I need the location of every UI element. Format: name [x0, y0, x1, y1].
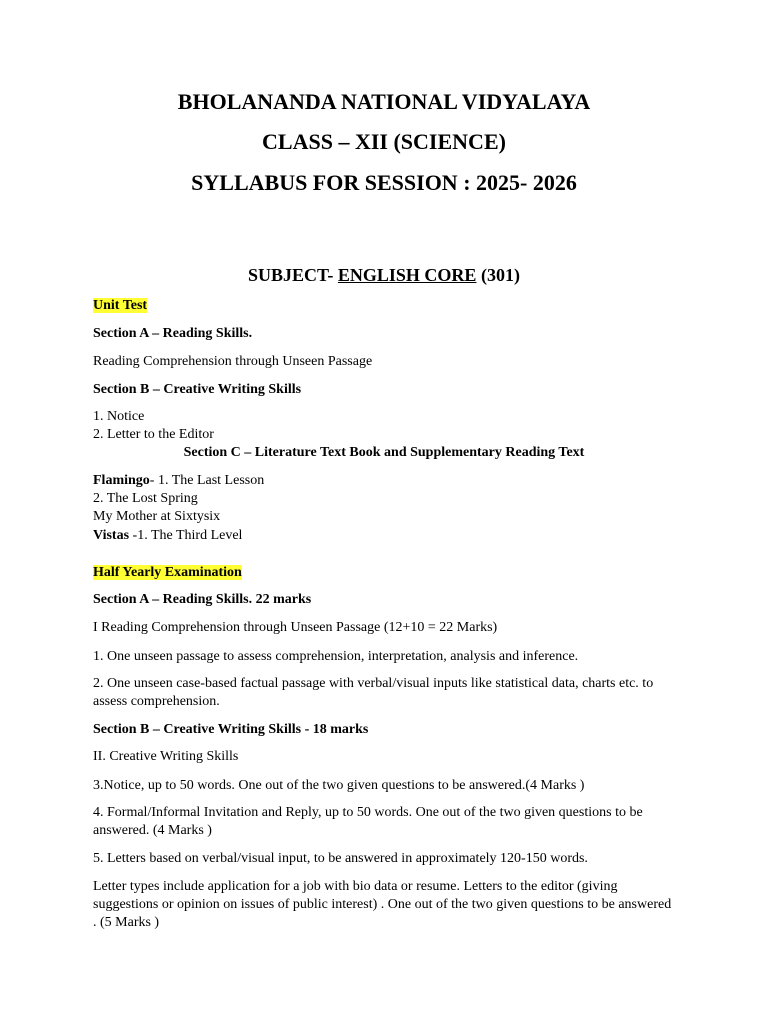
half-yearly-section-a: Section A – Reading Skills. 22 marks: [93, 592, 312, 607]
writing-item-5: 5. Letters based on verbal/visual input, to be answered in approximately 120-150 words.: [93, 851, 588, 866]
flamingo-first-item: - 1. The Last Lesson: [149, 473, 265, 488]
vistas-label: Vistas: [93, 528, 130, 543]
vistas-first-item: -1. The Third Level: [129, 528, 243, 543]
flamingo-line: [93, 472, 264, 490]
reading-item-2: 2. One unseen case-based factual passage with verbal/visual inputs like statistical data, charts etc. to assess comprehension.: [93, 676, 654, 709]
unit-test-section-b: Section B – Creative Writing Skills: [93, 382, 302, 397]
flamingo-item: My Mother at Sixtysix: [93, 509, 221, 524]
unit-test-heading-row: [93, 297, 147, 315]
subject-code: (301): [476, 265, 520, 285]
subject-name: ENGLISH CORE: [337, 265, 477, 285]
half-yearly-heading-row: [93, 564, 242, 582]
reading-intro: I Reading Comprehension through Unseen Passage (12+10 = 22 Marks): [93, 620, 498, 635]
writing-intro: II. Creative Writing Skills: [93, 749, 239, 764]
writing-item-3: 3.Notice, up to 50 words. One out of the two given questions to be answered.(4 Marks ): [93, 778, 585, 793]
vistas-line: [93, 527, 242, 545]
flamingo-label: Flamingo: [93, 473, 150, 488]
unit-test-heading: Unit Test: [93, 298, 148, 313]
school-name: BHOLANANDA NATIONAL VIDYALAYA: [177, 89, 591, 114]
letter-types: Letter types include application for a job with bio data or resume. Letters to the editor (giving suggestions or opinion on issues of public interest) . One out of the two given questions to be answered . (5 Marks ): [93, 879, 672, 930]
subject-line: [0, 264, 768, 286]
unit-test-section-a-item: Reading Comprehension through Unseen Passage: [93, 354, 373, 369]
half-yearly-section-b: Section B – Creative Writing Skills - 18 marks: [93, 722, 369, 737]
unit-test-section-b-item: 2. Letter to the Editor: [93, 427, 214, 442]
flamingo-item: 2. The Lost Spring: [93, 491, 198, 506]
half-yearly-heading: Half Yearly Examination: [93, 565, 242, 580]
unit-test-section-c: Section C – Literature Text Book and Supplementary Reading Text: [183, 445, 585, 460]
reading-item-1: 1. One unseen passage to assess comprehension, interpretation, analysis and inference.: [93, 649, 579, 664]
session-title: SYLLABUS FOR SESSION : 2025- 2026: [191, 170, 577, 195]
subject-prefix: SUBJECT-: [248, 265, 338, 285]
writing-item-4: 4. Formal/Informal Invitation and Reply, up to 50 words. One out of the two given questions to be answered. (4 Marks ): [93, 805, 643, 838]
unit-test-section-a: Section A – Reading Skills.: [93, 326, 253, 341]
unit-test-section-b-item: 1. Notice: [93, 409, 145, 424]
class-title: CLASS – XII (SCIENCE): [262, 129, 506, 154]
